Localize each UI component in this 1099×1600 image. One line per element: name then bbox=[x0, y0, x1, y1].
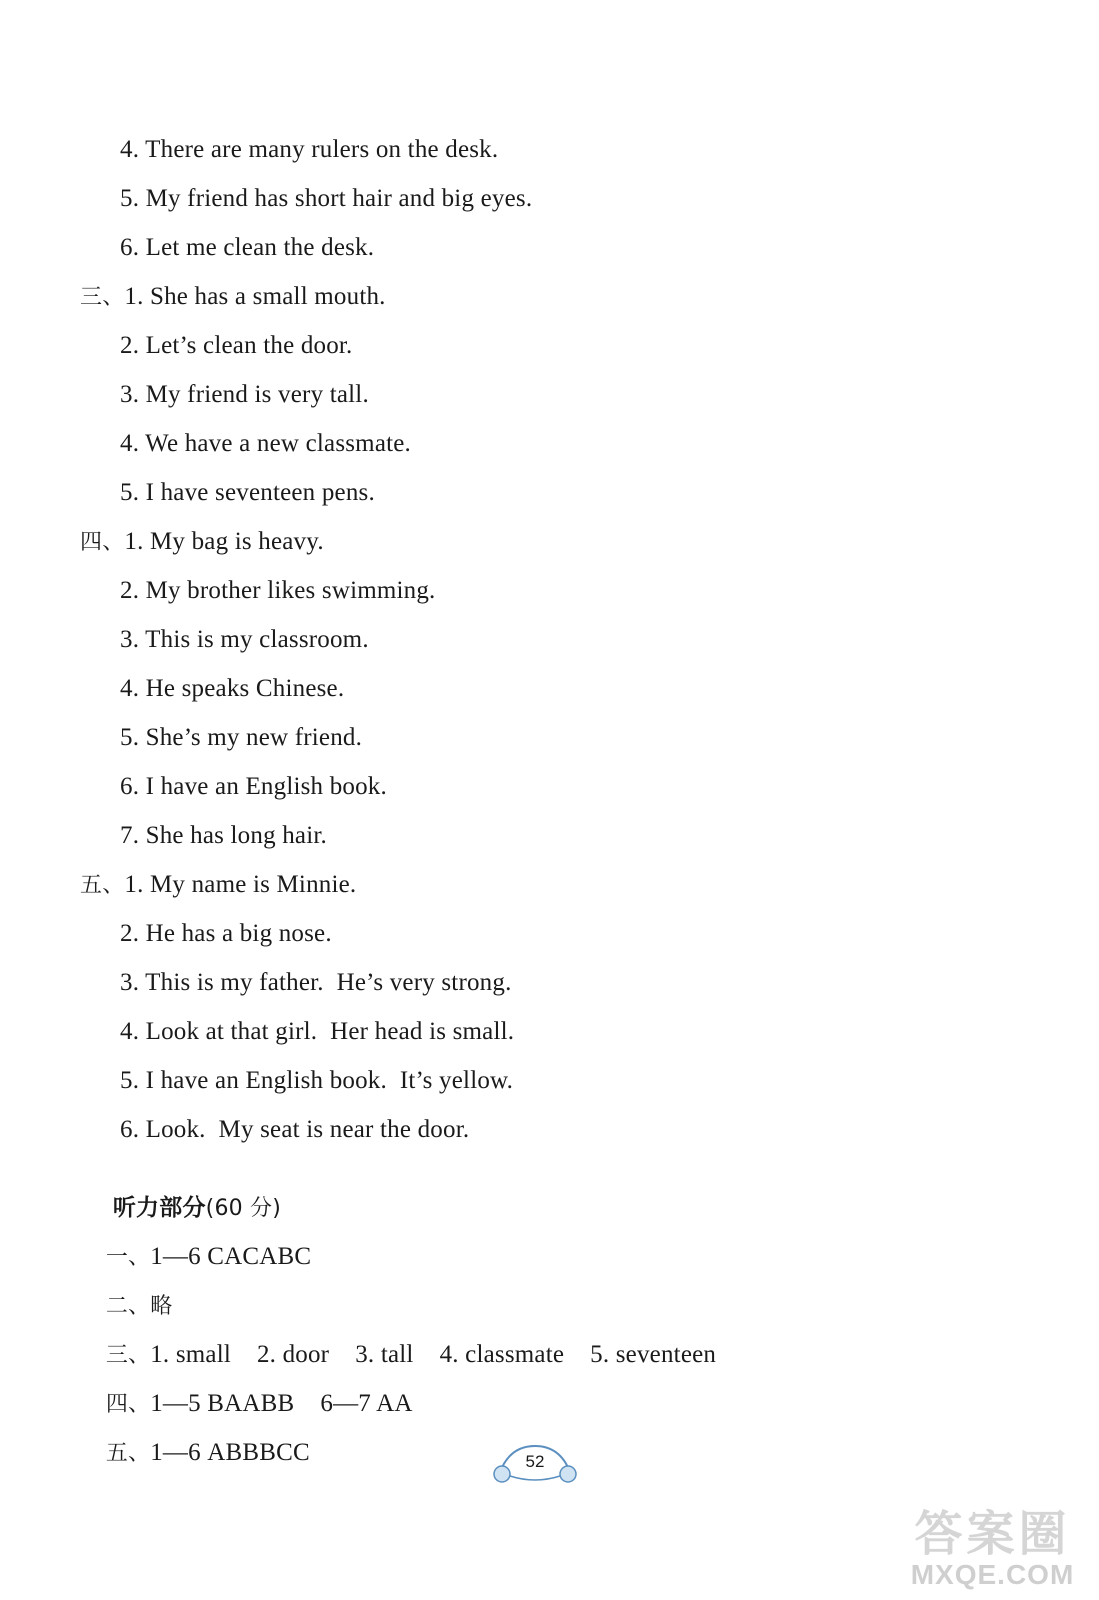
answer-text: 3. My friend is very tall. bbox=[120, 381, 369, 408]
answer-line bbox=[120, 331, 353, 361]
answer-text: 6. I have an English book. bbox=[120, 773, 387, 800]
answer-line bbox=[120, 1017, 514, 1047]
answer-line bbox=[80, 282, 386, 313]
section-prefix: 二、 bbox=[105, 1294, 151, 1319]
answer-text: 6. Look. My seat is near the door. bbox=[120, 1116, 470, 1143]
section-prefix: 一、 bbox=[105, 1245, 151, 1270]
answer-line bbox=[120, 233, 374, 263]
answer-line bbox=[120, 576, 436, 606]
answer-line bbox=[120, 478, 375, 508]
answer-text: 1. My name is Minnie. bbox=[124, 871, 357, 898]
answer-text: 1. She has a small mouth. bbox=[124, 283, 386, 310]
section-prefix: 四、 bbox=[80, 530, 125, 555]
answer-item: 3. tall bbox=[355, 1341, 414, 1368]
answer-item: 4. classmate bbox=[439, 1341, 565, 1368]
watermark-logo-text: 答案圈 bbox=[914, 1506, 1071, 1562]
answer-line bbox=[120, 821, 327, 851]
answer-line bbox=[120, 772, 387, 802]
section-prefix: 四、 bbox=[105, 1392, 151, 1417]
answer-text: 5. She’s my new friend. bbox=[120, 724, 363, 751]
answer-line bbox=[120, 429, 411, 459]
page-number-badge bbox=[490, 1438, 580, 1484]
answer-item: 2. door bbox=[256, 1341, 330, 1368]
watermark-domain: MXQE.COM bbox=[910, 1559, 1075, 1590]
answer-text: 略 bbox=[150, 1294, 173, 1319]
answer-text: 5. My friend has short hair and big eyes. bbox=[120, 185, 533, 212]
answer-item: 6—7 AA bbox=[320, 1390, 413, 1417]
answer-text: 5. I have an English book. It’s yellow. bbox=[120, 1067, 514, 1094]
answer-line bbox=[120, 1115, 469, 1145]
answer-text: 1. My bag is heavy. bbox=[124, 528, 324, 555]
section-prefix: 五、 bbox=[105, 1441, 151, 1466]
answer-text: 7. She has long hair. bbox=[120, 822, 327, 849]
answer-line bbox=[120, 625, 369, 655]
section-prefix: 三、 bbox=[105, 1343, 151, 1368]
site-watermark bbox=[895, 1495, 1090, 1595]
answer-line bbox=[120, 184, 532, 214]
answer-text: 4. He speaks Chinese. bbox=[120, 675, 345, 702]
answer-text: 4. There are many rulers on the desk. bbox=[120, 136, 499, 163]
listening-heading-score: (60 分) bbox=[205, 1196, 282, 1221]
answer-line bbox=[120, 135, 498, 165]
answer-text: 3. This is my father. He’s very strong. bbox=[120, 969, 512, 996]
listening-heading-text: 听力部分 bbox=[112, 1195, 206, 1221]
answer-text: 2. He has a big nose. bbox=[120, 920, 332, 947]
answer-text: 4. Look at that girl. Her head is small. bbox=[120, 1018, 515, 1045]
answer-text: 3. This is my classroom. bbox=[120, 626, 369, 653]
answer-line bbox=[120, 723, 362, 753]
answer-text: 1—6 ABBBCC bbox=[150, 1439, 310, 1466]
answer-item: 5. seventeen bbox=[590, 1341, 717, 1368]
answer-line bbox=[120, 1066, 513, 1096]
listening-q5 bbox=[80, 1408, 310, 1499]
answer-item: 1—5 BAABB bbox=[150, 1390, 295, 1417]
answer-text: 4. We have a new classmate. bbox=[120, 430, 412, 457]
answer-line bbox=[120, 968, 512, 998]
answer-line bbox=[120, 919, 332, 949]
answer-line bbox=[80, 870, 356, 901]
answer-text: 6. Let me clean the desk. bbox=[120, 234, 375, 261]
answer-line bbox=[120, 380, 369, 410]
answer-line bbox=[80, 527, 324, 558]
section-prefix: 五、 bbox=[80, 873, 125, 898]
answer-text: 5. I have seventeen pens. bbox=[120, 479, 375, 506]
section-prefix: 三、 bbox=[80, 285, 125, 310]
answer-text: 2. My brother likes swimming. bbox=[120, 577, 436, 604]
answer-item: 1. small bbox=[150, 1341, 231, 1368]
page-number: 52 bbox=[525, 1452, 545, 1471]
answer-text: 1—6 CACABC bbox=[150, 1243, 312, 1270]
answer-text: 2. Let’s clean the door. bbox=[120, 332, 353, 359]
answer-line bbox=[120, 674, 344, 704]
